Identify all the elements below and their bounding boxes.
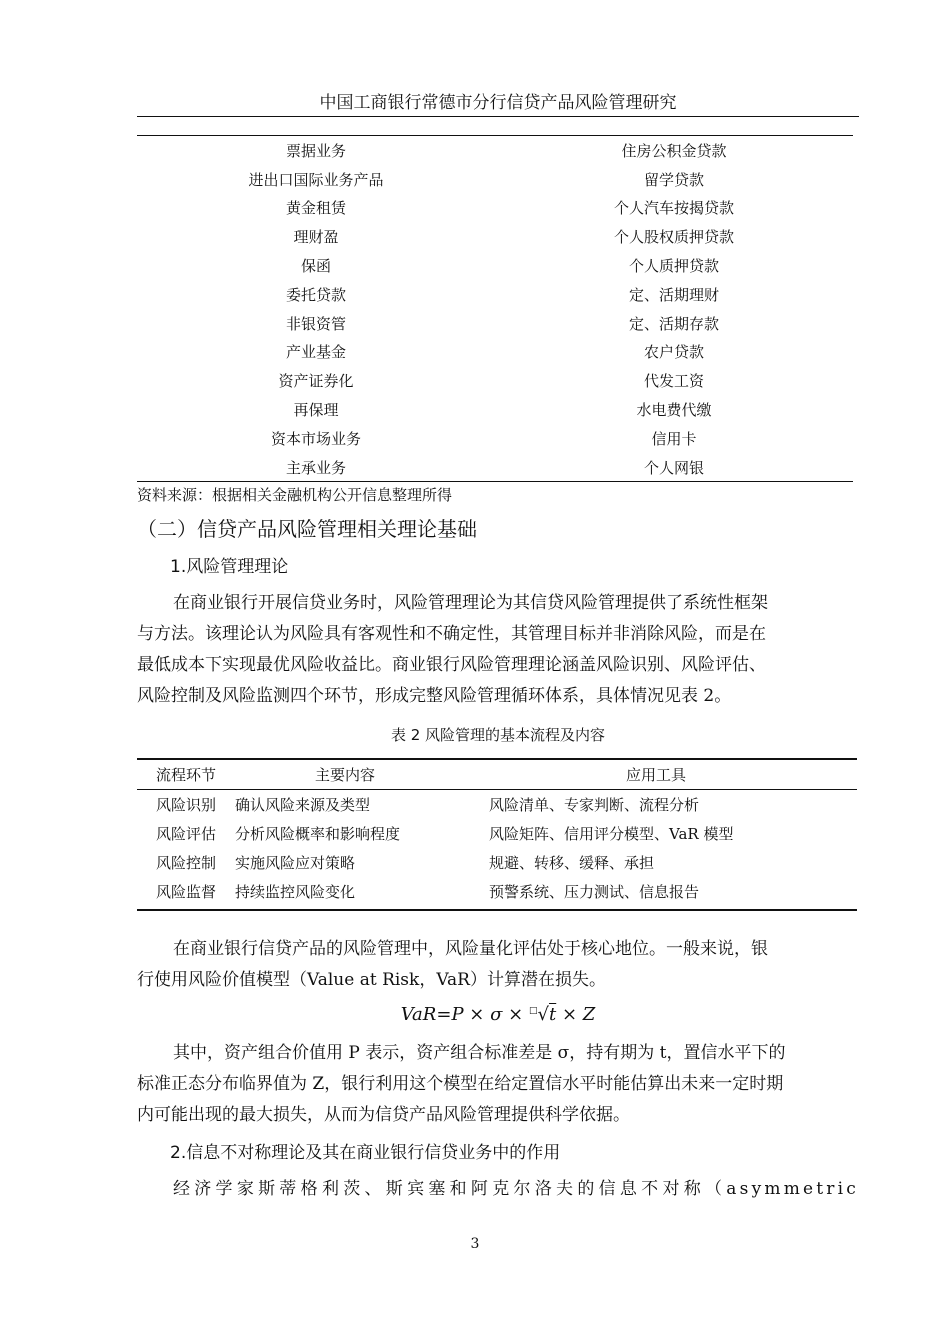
- corporate-product: 产业基金: [285, 343, 346, 362]
- text-line: 与方法。该理论认为风险具有客观性和不确定性，其管理目标并非消除风险，而是在: [137, 624, 766, 644]
- retail-product: 农户贷款: [643, 343, 704, 362]
- table-row: [137, 194, 853, 223]
- table-row: [137, 848, 857, 877]
- tools: 预警系统、压力测试、信息报告: [489, 883, 700, 901]
- retail-product: 个人汽车按揭贷款: [613, 199, 734, 218]
- main-content: 实施风险应对策略: [235, 854, 356, 872]
- text-line: 在商业银行开展信贷业务时，风险管理理论为其信贷风险管理提供了系统性框架: [173, 593, 768, 613]
- formula-times: ×: [469, 1004, 485, 1025]
- table-row: [137, 877, 857, 906]
- table-row: [137, 453, 853, 482]
- column-header: 应用工具: [625, 766, 686, 784]
- risk-process-table: [137, 758, 857, 911]
- main-content: 持续监控风险变化: [235, 883, 356, 901]
- table-row: [137, 222, 853, 251]
- corporate-product: 资产证券化: [278, 372, 354, 391]
- table-row: [137, 395, 853, 424]
- formula-times: ×: [561, 1004, 578, 1025]
- var-formula: [137, 1004, 859, 1025]
- subsection-heading-information-asymmetry: 2.信息不对称理论及其在商业银行信贷业务中的作用: [170, 1143, 561, 1163]
- product-table-bottom-rule: [137, 481, 853, 482]
- main-content: 分析风险概率和影响程度: [235, 825, 401, 843]
- table-row: [137, 309, 853, 338]
- table-row: [137, 424, 853, 453]
- paragraph-var-explanation: [137, 1038, 859, 1131]
- subsection-heading-risk-theory: 1.风险管理理论: [170, 557, 289, 577]
- column-header: 流程环节: [155, 766, 216, 784]
- table-row: [137, 819, 857, 848]
- tools: 风险矩阵、信用评分模型、VaR 模型: [489, 825, 734, 843]
- text-line: 最低成本下实现最优风险收益比。商业银行风险管理理论涵盖风险识别、风险评估、: [137, 655, 766, 675]
- corporate-product: 进出口国际业务产品: [248, 170, 384, 189]
- formula-lhs: VaR: [400, 1004, 437, 1025]
- table-row: [137, 280, 853, 309]
- page-header-title: 中国工商银行常德市分行信贷产品风险管理研究: [319, 93, 677, 113]
- text-line: 行使用风险价值模型（Value at Risk，VaR）计算潜在损失。: [137, 970, 606, 990]
- column-header: 主要内容: [314, 766, 375, 784]
- process-step: 风险评估: [155, 825, 216, 843]
- text-line: 标准正态分布临界值为 Z，银行利用这个模型在给定置信水平时能估算出未来一定时期: [137, 1074, 784, 1094]
- formula-times: ×: [508, 1004, 524, 1025]
- source-note: 资料来源：根据相关金融机构公开信息整理所得: [137, 486, 453, 504]
- text-line: 经济学家斯蒂格利茨、斯宾塞和阿克尔洛夫的信息不对称（asymmetric: [173, 1179, 859, 1199]
- process-step: 风险控制: [155, 854, 216, 872]
- retail-product: 个人质押贷款: [628, 257, 719, 276]
- retail-product: 定、活期存款: [628, 314, 719, 333]
- table-row: [137, 338, 853, 367]
- table-header-row: [137, 760, 857, 789]
- process-step: 风险识别: [155, 796, 216, 814]
- table-row: [137, 165, 853, 194]
- corporate-product: 主承业务: [285, 458, 346, 477]
- retail-product: 留学贷款: [643, 170, 704, 189]
- table-row: [137, 136, 853, 165]
- table-row: [137, 251, 853, 280]
- text-line: 内可能出现的最大损失，从而为信贷产品风险管理提供科学依据。: [137, 1105, 630, 1125]
- corporate-product: 票据业务: [285, 141, 346, 160]
- text-line: 其中，资产组合价值用 P 表示，资产组合标准差是 σ，持有期为 t，置信水平下的: [173, 1043, 786, 1063]
- tools: 风险清单、专家判断、流程分析: [489, 796, 700, 814]
- formula-equals: =: [436, 1004, 452, 1025]
- formula-root-sign: √: [537, 1004, 549, 1025]
- tools: 规避、转移、缓释、承担: [489, 854, 655, 872]
- retail-product: 住房公积金贷款: [621, 141, 727, 160]
- formula-root-index: □: [528, 1006, 538, 1016]
- text-line: 在商业银行信贷产品的风险管理中，风险量化评估处于核心地位。一般来说，银: [173, 939, 768, 959]
- corporate-product: 保函: [300, 257, 331, 276]
- formula-p: P: [451, 1004, 464, 1025]
- table-row: [137, 790, 857, 819]
- retail-product: 信用卡: [651, 429, 697, 448]
- formula-z: Z: [582, 1004, 596, 1025]
- process-step: 风险监督: [155, 883, 216, 901]
- corporate-product: 理财盈: [293, 228, 339, 247]
- paragraph-information-asymmetry: [137, 1174, 859, 1205]
- corporate-product: 黄金租赁: [285, 199, 346, 218]
- product-table: [137, 136, 853, 482]
- corporate-product: 非银资管: [285, 314, 346, 333]
- table-caption: 表 2 风险管理的基本流程及内容: [390, 726, 606, 744]
- retail-product: 个人股权质押贷款: [613, 228, 734, 247]
- formula-sigma: σ: [490, 1004, 503, 1025]
- formula-t: t: [548, 1004, 557, 1025]
- paragraph-risk-theory: [137, 588, 859, 712]
- text-line: 风险控制及风险监测四个环节，形成完整风险管理循环体系，具体情况见表 2。: [137, 686, 732, 706]
- table-row: [137, 366, 853, 395]
- retail-product: 代发工资: [643, 372, 704, 391]
- retail-product: 水电费代缴: [636, 401, 712, 420]
- retail-product: 个人网银: [643, 458, 704, 477]
- corporate-product: 委托贷款: [285, 285, 346, 304]
- corporate-product: 资本市场业务: [270, 429, 361, 448]
- corporate-product: 再保理: [293, 401, 339, 420]
- section-heading: （二）信贷产品风险管理相关理论基础: [137, 517, 477, 541]
- header-rule: [137, 116, 859, 117]
- table-bottom-rule: [137, 909, 857, 911]
- main-content: 确认风险来源及类型: [235, 796, 371, 814]
- retail-product: 定、活期理财: [628, 285, 719, 304]
- page-number: 3: [470, 1236, 480, 1252]
- paragraph-var-intro: [137, 934, 859, 996]
